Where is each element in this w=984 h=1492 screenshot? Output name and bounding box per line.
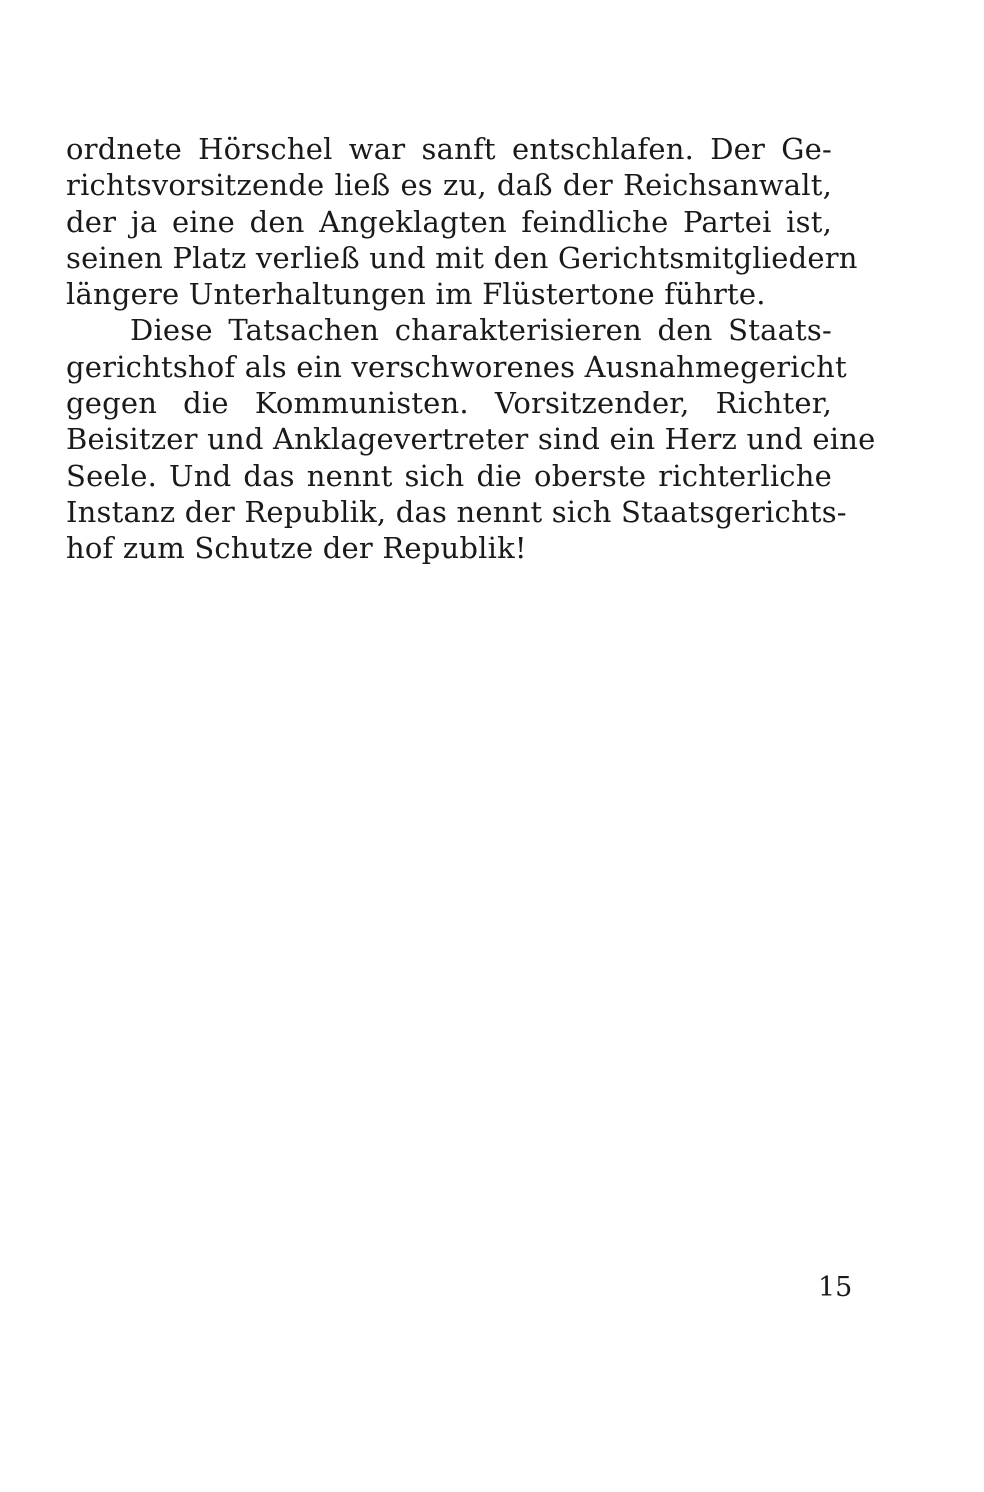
body-text [66,131,876,567]
text-line: gegen die Kommunisten. Vorsitzender, Richter, [66,386,832,421]
page-number: 15 [818,1272,853,1303]
text-line: Seele. Und das nennt sich die oberste richterliche [66,458,832,493]
text-line: ordnete Hörschel war sanft entschlafen. Der Ge- [66,132,832,166]
text-line: seinen Platz verließ und mit den Gerichtsmitgliedern [66,240,858,275]
text-line: gerichtshof als ein verschworenes Ausnahmegericht [66,349,847,384]
text-line: der ja eine den Angeklagten feindliche Partei ist, [66,204,832,239]
text-line: Instanz der Republik, das nennt sich Staatsgerichts- [66,494,847,529]
text-line: richtsvorsitzende ließ es zu, daß der Reichsanwalt, [66,168,832,203]
text-line: Beisitzer und Anklagevertreter sind ein Herz und eine [66,422,876,457]
text-line: Diese Tatsachen charakterisieren den Staats- [130,313,832,348]
text-line: längere Unterhaltungen im Flüstertone führte. [66,277,766,312]
text-line: hof zum Schutze der Republik! [66,531,527,566]
